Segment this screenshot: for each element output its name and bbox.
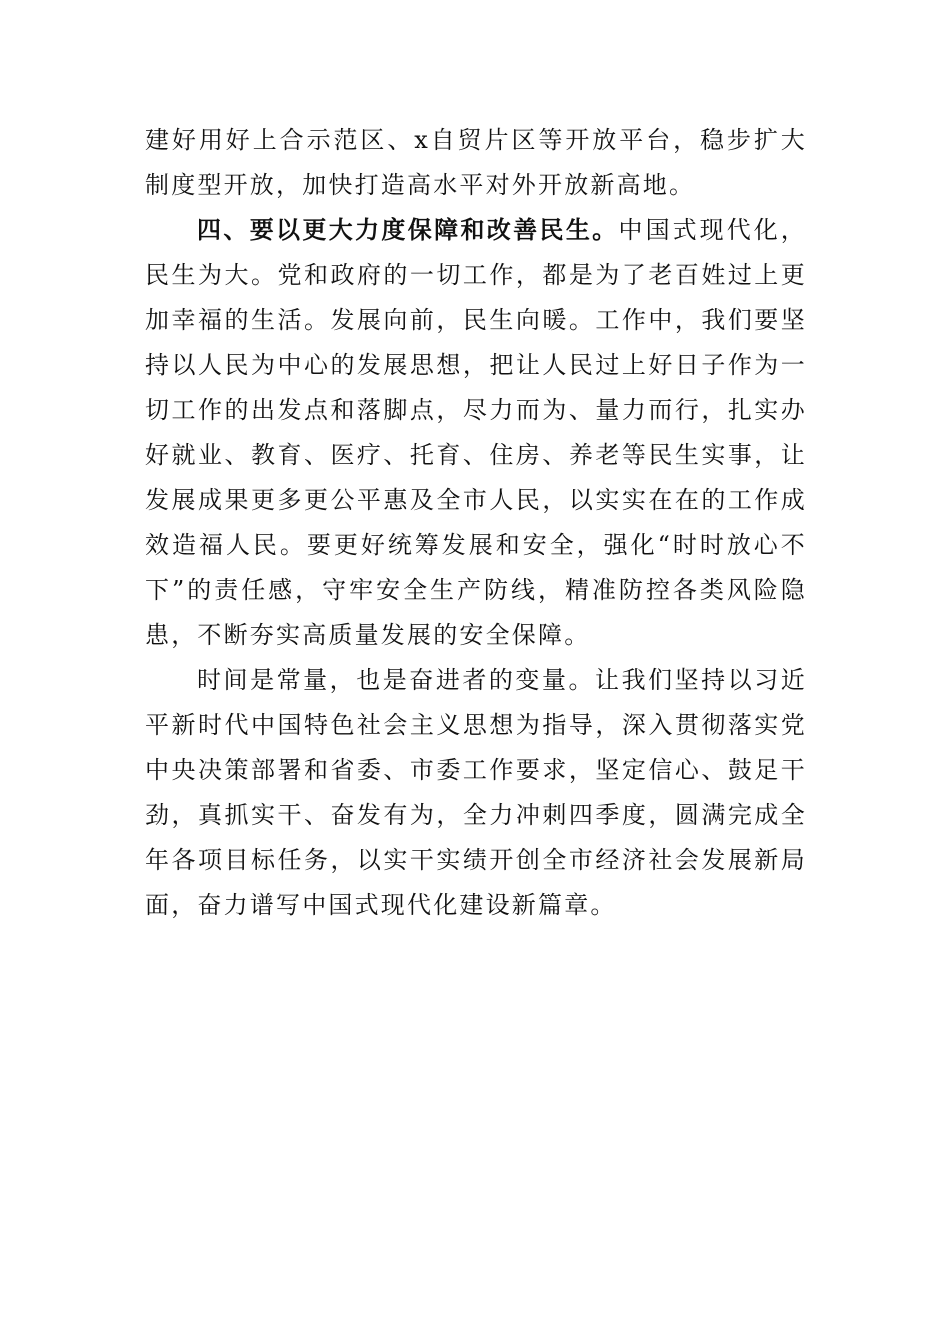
- paragraph-text: 时间是常量，也是奋进者的变量。让我们坚持以习近平新时代中国特色社会主义思想为指导，深入贯彻落实党中央决策部署和省委、市委工作要求，坚定信心、鼓足干劲，真抓实干、奋发有为，全力冲刺四季度，圆满完成全年各项目标任务，以实干实绩开创全市经济社会发展新局面，奋力谱写中国式现代化建设新篇章。: [145, 666, 807, 919]
- paragraph-continuation: [145, 118, 807, 208]
- paragraph-conclusion: [145, 658, 807, 928]
- paragraph-livelihood: [145, 208, 807, 658]
- paragraph-text: 中国式现代化，民生为大。党和政府的一切工作，都是为了老百姓过上更加幸福的生活。发展向前，民生向暖。工作中，我们要坚持以人民为中心的发展思想，把让人民过上好日子作为一切工作的出发点和落脚点，尽力而为、量力而行，扎实办好就业、教育、医疗、托育、住房、养老等民生实事，让发展成果更多更公平惠及全市人民，以实实在在的工作成效造福人民。要更好统筹发展和安全，强化“时时放心不下”的责任感，守牢安全生产防线，精准防控各类风险隐患，不断夯实高质量发展的安全保障。: [145, 216, 808, 649]
- document-body: [145, 118, 807, 928]
- paragraph-text: 建好用好上合示范区、x自贸片区等开放平台，稳步扩大制度型开放，加快打造高水平对外开放新高地。: [145, 126, 807, 199]
- section-heading: 四、要以更大力度保障和改善民生。: [197, 216, 619, 244]
